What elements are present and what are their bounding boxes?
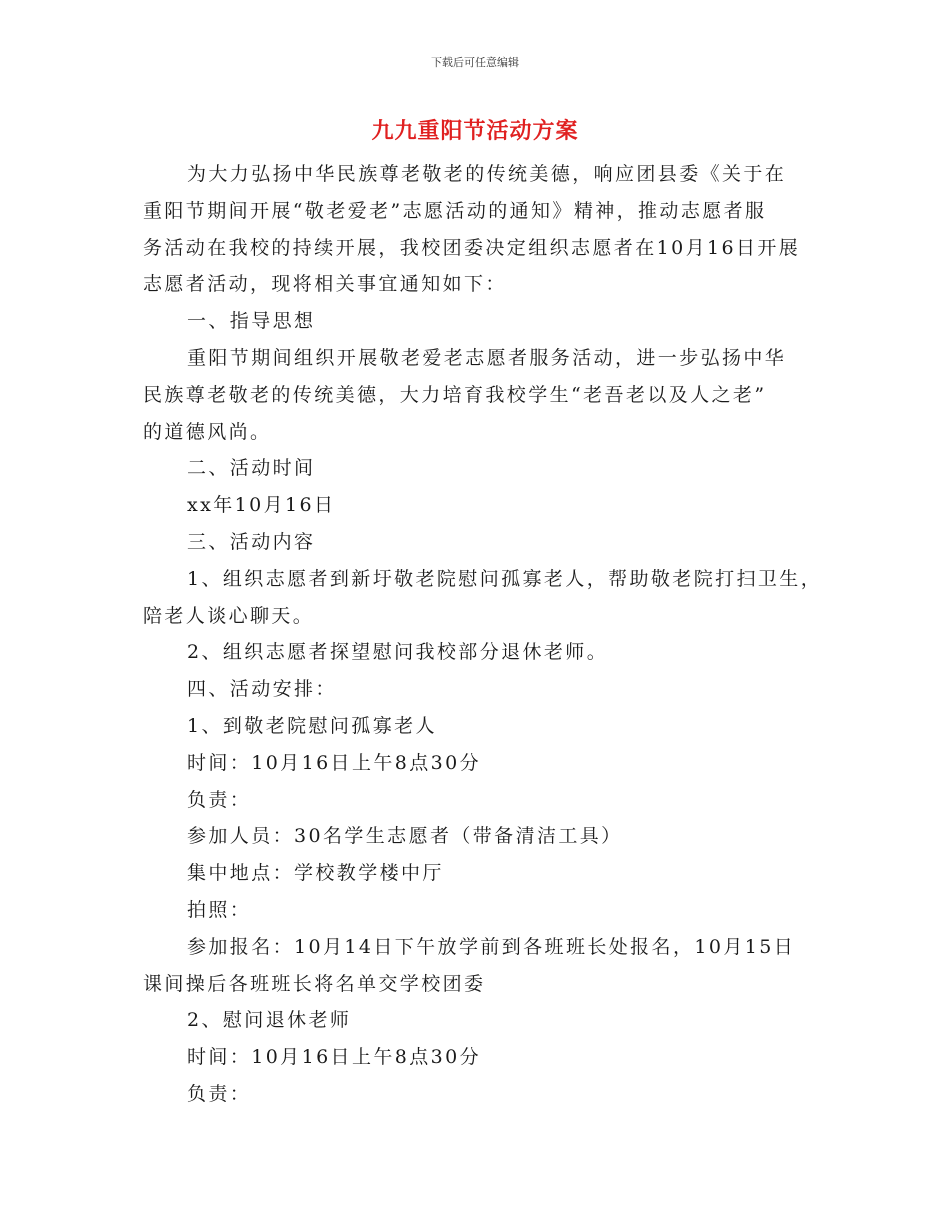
text-line: 2、慰问退休老师 [187,1009,352,1032]
text-line: 的道德风尚。 [143,420,272,443]
text-line: 四、活动安排： [187,678,337,701]
text-line: 二、活动时间 [187,457,316,480]
text-line: 陪老人谈心聊天。 [143,604,315,627]
text-line: 负责： [187,1082,252,1105]
text-line: 为大力弘扬中华民族尊老敬老的传统美德，响应团县委《关于在 [187,163,787,185]
header-note: 下载后可任意编辑 [431,56,519,69]
text-line: 重阳节期间组织开展敬老爱老志愿者服务活动，进一步弘扬中华 [187,346,787,369]
text-line: 1、组织志愿者到新圩敬老院慰问孤寡老人，帮助敬老院打扫卫生， [187,567,823,590]
text-line: 时间：10月16日上午8点30分 [187,1046,482,1069]
text-line: 志愿者活动，现将相关事宜通知如下： [143,273,507,296]
page-title: 九九重阳节活动方案 [371,119,579,144]
text-line: 集中地点：学校教学楼中厅 [187,862,444,885]
text-line: 三、活动内容 [187,530,316,553]
text-line: 一、指导思想 [187,310,316,333]
text-line: 务活动在我校的持续开展，我校团委决定组织志愿者在10月16日开展 [143,236,801,259]
text-line: 2、组织志愿者探望慰问我校部分退休老师。 [187,641,609,664]
text-line: xx年10月16日 [187,494,336,517]
document-body [143,156,823,1113]
text-line: 民族尊老敬老的传统美德，大力培育我校学生“老吾老以及人之老” [143,383,767,406]
text-line: 参加人员：30名学生志愿者（带备清洁工具） [187,825,623,848]
text-line: 拍照： [187,898,252,921]
text-line: 1、到敬老院慰问孤寡老人 [187,714,437,737]
text-line: 重阳节期间开展“敬老爱老”志愿活动的通知》精神，推动志愿者服 [143,199,767,222]
text-line: 课间操后各班班长将名单交学校团委 [143,972,486,995]
text-line: 参加报名：10月14日下午放学前到各班班长处报名，10月15日 [187,935,796,958]
text-line: 时间：10月16日上午8点30分 [187,751,482,774]
text-line: 负责： [187,788,252,811]
